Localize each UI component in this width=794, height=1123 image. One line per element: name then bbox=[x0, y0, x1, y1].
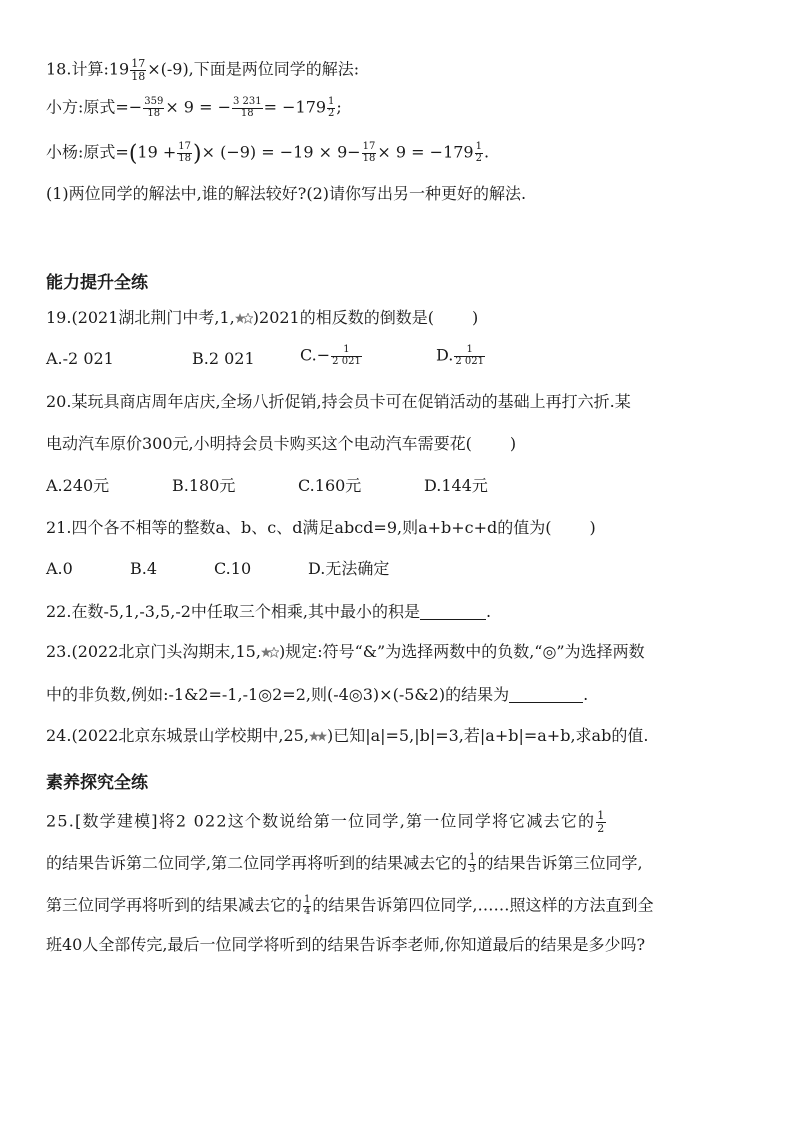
difficulty-star-icon bbox=[309, 731, 327, 742]
q20-option-b[interactable]: B.180元 bbox=[172, 476, 236, 495]
q25-line4: 班40人全部传完,最后一位同学将听到的结果告诉李老师,你知道最后的结果是多少吗? bbox=[46, 935, 646, 954]
q19-option-a[interactable]: A.-2 021 bbox=[46, 349, 114, 368]
q18-xiaoyang-solution: 小杨:原式=(19 + $\frac{17}{18}$ )× (−9) = −19 × 9− $\frac{17}{18}$ × 9 = −179 $\frac{1}{2}$ . bbox=[46, 141, 490, 167]
q19-option-b[interactable]: B.2 021 bbox=[192, 349, 255, 368]
q21-option-d[interactable]: D.无法确定 bbox=[308, 559, 390, 578]
q21-stem: 21.四个各不相等的整数a、b、c、d满足abcd=9,则a+b+c+d的值为( ) bbox=[46, 518, 596, 537]
q19-options bbox=[46, 344, 746, 375]
fraction: $\frac{1}{4}$ bbox=[304, 894, 311, 917]
fraction: $\frac{17}{18}$ bbox=[362, 141, 376, 164]
q21-option-b[interactable]: B.4 bbox=[130, 559, 158, 578]
fraction: $\frac{1}{2}$ bbox=[328, 96, 335, 119]
q19-option-c[interactable]: C.− $\frac{1}{2 021}$ bbox=[300, 344, 361, 367]
q23-answer-blank[interactable] bbox=[509, 686, 583, 703]
q18-mixed-fraction: $\frac{17}{18}$ bbox=[131, 57, 146, 83]
fraction: $\frac{1}{3}$ bbox=[469, 852, 476, 875]
difficulty-star-icon bbox=[235, 313, 253, 324]
q25-line2: 的结果告诉第二位同学,第二位同学再将听到的结果减去它的 $\frac{1}{3}$ 的结果告诉第三位同学, bbox=[46, 852, 643, 875]
q23-stem-line1: 23.(2022北京门头沟期末,15, )规定:符号“&”为选择两数中的负数,“◎”为选择两数 bbox=[46, 642, 645, 661]
q25-line1: 25.[数学建模]将2 022这个数说给第一位同学,第一位同学将它减去它的 $\frac{1}{2}$ bbox=[46, 809, 606, 835]
q21-option-c[interactable]: C.10 bbox=[214, 559, 252, 578]
section-heading-literacy: 素养探究全练 bbox=[46, 773, 148, 793]
q21-options bbox=[46, 561, 746, 581]
q22-stem: 22.在数-5,1,-3,5,-2中任取三个相乘,其中最小的积是 . bbox=[46, 602, 492, 621]
q20-stem-line1: 20.某玩具商店周年店庆,全场八折促销,持会员卡可在促销活动的基础上再打六折.某 bbox=[46, 392, 631, 411]
q23-stem-line2: 中的非负数,例如:-1&2=-1,-1◎2=2,则(-4◎3)×(-5&2)的结果为 . bbox=[46, 685, 589, 704]
q20-option-c[interactable]: C.160元 bbox=[298, 476, 362, 495]
q18-stem-text: 18.计算:19 bbox=[46, 59, 130, 79]
q18-xiaofang-solution: 小方:原式=− $\frac{359}{18}$ × 9 = − $\frac{3 231}{18}$ = −179 $\frac{1}{2}$ ; bbox=[46, 96, 342, 119]
q20-option-d[interactable]: D.144元 bbox=[424, 476, 488, 495]
q20-stem-line2: 电动汽车原价300元,小明持会员卡购买这个电动汽车需要花( ) bbox=[46, 434, 517, 453]
q25-line3: 第三位同学再将听到的结果减去它的 $\frac{1}{4}$ 的结果告诉第四位同学,……照这样的方法直到全 bbox=[46, 894, 654, 917]
q22-answer-blank[interactable] bbox=[420, 603, 486, 620]
fraction: $\frac{3 231}{18}$ bbox=[232, 96, 262, 119]
fraction: $\frac{17}{18}$ bbox=[178, 141, 191, 164]
q18-question: (1)两位同学的解法中,谁的解法较好?(2)请你写出另一种更好的解法. bbox=[46, 184, 527, 203]
q21-option-a[interactable]: A.0 bbox=[46, 559, 73, 578]
fraction: $\frac{1}{2}$ bbox=[597, 809, 606, 835]
q19-stem: 19.(2021湖北荆门中考,1, )2021的相反数的倒数是( ) bbox=[46, 308, 479, 327]
q18-stem: 18.计算:19 $\frac{17}{18}$ ×(-9),下面是两位同学的解法: bbox=[46, 57, 360, 83]
q20-options bbox=[46, 478, 746, 498]
q24-stem: 24.(2022北京东城景山学校期中,25, )已知|a|=5,|b|=3,若|a+b|=a+b,求ab的值. bbox=[46, 726, 649, 745]
fraction: $\frac{1}{2}$ bbox=[475, 141, 482, 164]
section-heading-ability: 能力提升全练 bbox=[46, 273, 148, 293]
q19-option-d[interactable]: D. $\frac{1}{2 021}$ bbox=[436, 344, 484, 367]
difficulty-star-icon bbox=[261, 647, 279, 658]
q20-option-a[interactable]: A.240元 bbox=[46, 476, 110, 495]
fraction: $\frac{359}{18}$ bbox=[144, 96, 164, 119]
